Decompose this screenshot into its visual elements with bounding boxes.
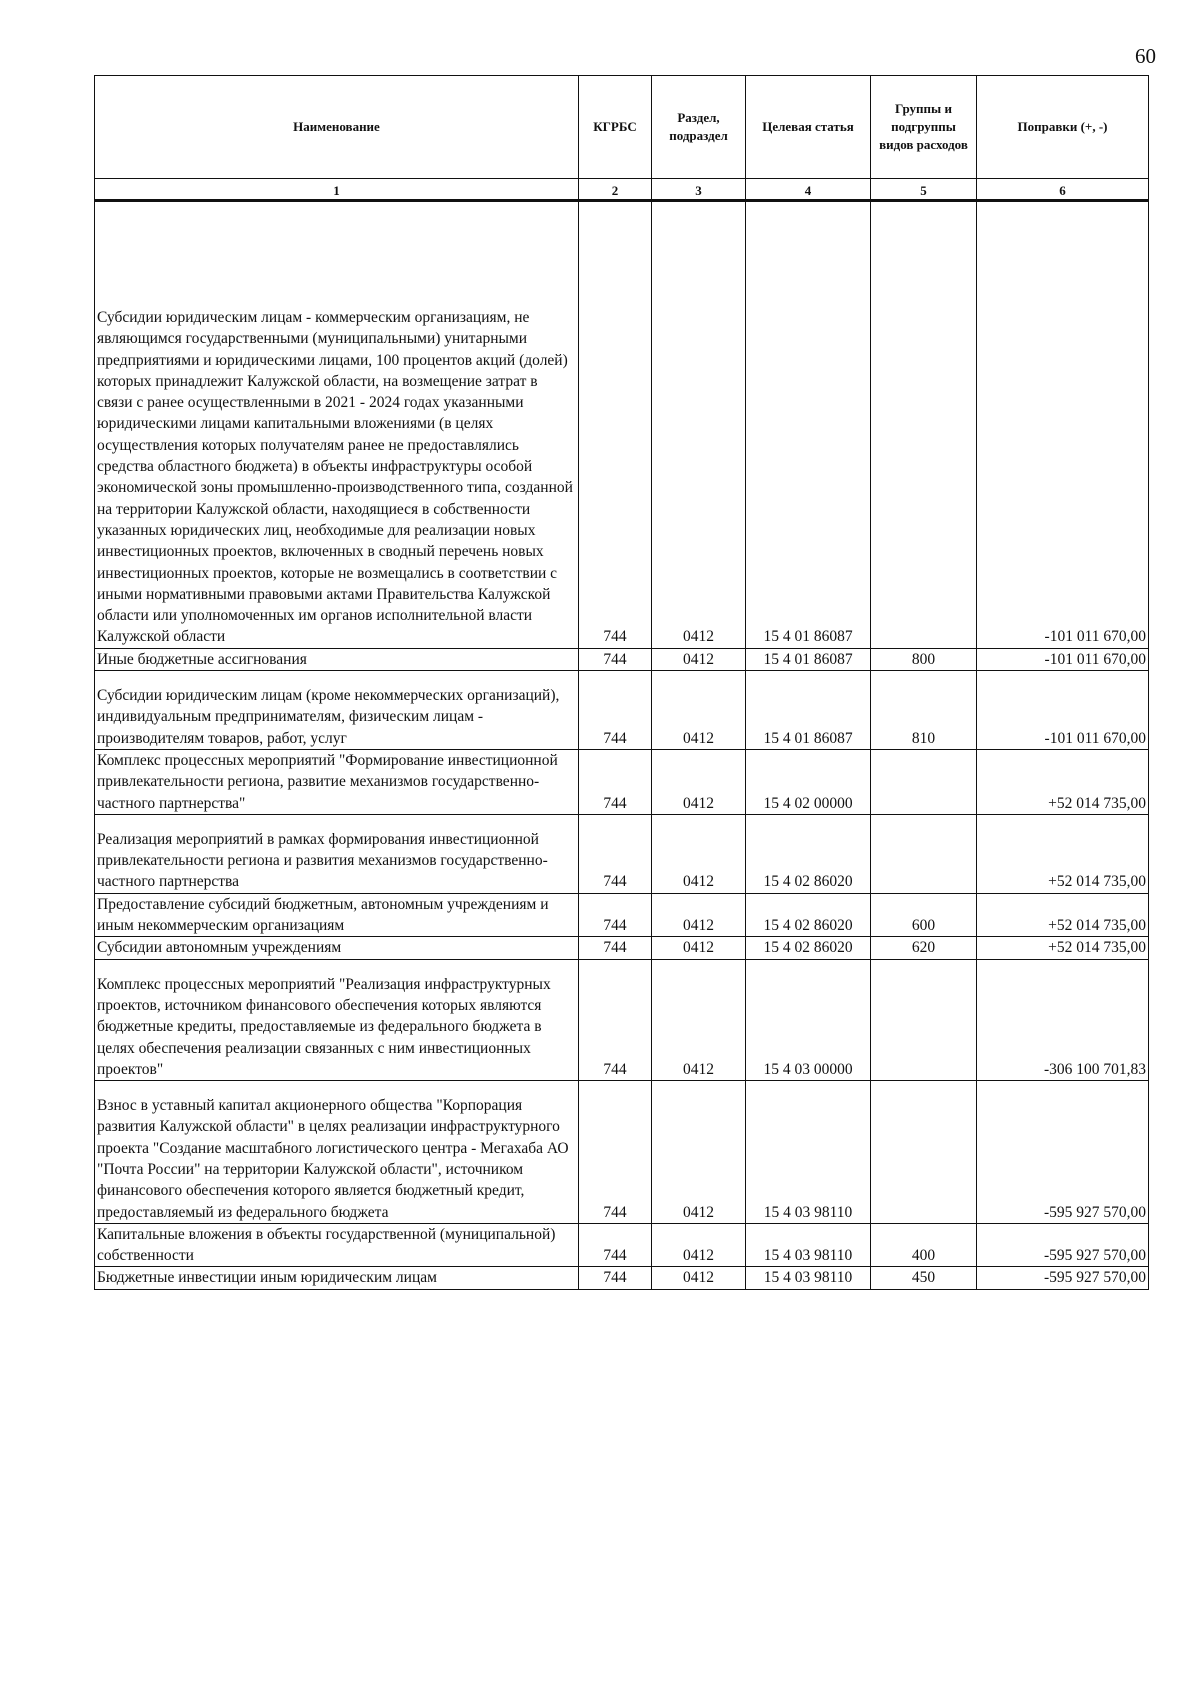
table-row [95,201,1149,649]
row-razdel: 0412 [652,1081,746,1224]
row-name: Капитальные вложения в объекты государственной (муниципальной) собственности [95,1223,579,1267]
row-target: 15 4 01 86087 [746,201,871,649]
header-amendments: Поправки (+, -) [977,76,1149,179]
row-target: 15 4 01 86087 [746,648,871,670]
row-name: Взнос в уставный капитал акционерного общества "Корпорация развития Калужской области" в целях реализации инфраструктурного проекта "Создание масштабного логистического центра - Мегахаба АО "Почта России" на территории Калужской области", источником финансового обеспечения которого является бюджетный кредит, предоставляемый из федерального бюджета [95,1081,579,1224]
row-group: 450 [871,1267,977,1289]
row-razdel: 0412 [652,1267,746,1289]
table-row [95,1267,1149,1289]
row-kgrbs: 744 [579,671,652,750]
row-amount: -101 011 670,00 [977,671,1149,750]
row-amount: -595 927 570,00 [977,1081,1149,1224]
row-amount: +52 014 735,00 [977,937,1149,959]
column-number: 4 [746,179,871,201]
row-group [871,1081,977,1224]
row-amount: +52 014 735,00 [977,749,1149,814]
table-row [95,671,1149,750]
row-razdel: 0412 [652,1223,746,1267]
column-number: 2 [579,179,652,201]
row-target: 15 4 02 86020 [746,937,871,959]
column-number-row [95,179,1149,201]
row-name: Бюджетные инвестиции иным юридическим лицам [95,1267,579,1289]
row-amount: +52 014 735,00 [977,893,1149,937]
row-name: Иные бюджетные ассигнования [95,648,579,670]
row-target: 15 4 03 98110 [746,1267,871,1289]
row-target: 15 4 02 00000 [746,749,871,814]
row-kgrbs: 744 [579,201,652,649]
row-amount: -306 100 701,83 [977,959,1149,1080]
row-razdel: 0412 [652,893,746,937]
row-razdel: 0412 [652,959,746,1080]
row-kgrbs: 744 [579,959,652,1080]
row-kgrbs: 744 [579,648,652,670]
table-row [95,937,1149,959]
row-group: 810 [871,671,977,750]
column-number: 3 [652,179,746,201]
row-kgrbs: 744 [579,1267,652,1289]
row-amount: -595 927 570,00 [977,1223,1149,1267]
table-row [95,814,1149,893]
table-row [95,648,1149,670]
page-number: 60 [1135,44,1156,68]
row-amount: -101 011 670,00 [977,648,1149,670]
row-name: Субсидии автономным учреждениям [95,937,579,959]
row-kgrbs: 744 [579,893,652,937]
header-razdel: Раздел, подраздел [652,76,746,179]
row-target: 15 4 03 00000 [746,959,871,1080]
table-row [95,1081,1149,1224]
row-group: 600 [871,893,977,937]
row-name: Комплекс процессных мероприятий "Реализация инфраструктурных проектов, источником финансового обеспечения которых являются бюджетные кредиты, предоставляемые из федерального бюджета в целях обеспечения реализации связанных с ним инвестиционных проектов" [95,959,579,1080]
row-razdel: 0412 [652,671,746,750]
header-target-article: Целевая статья [746,76,871,179]
header-expense-groups: Группы и подгруппы видов расходов [871,76,977,179]
row-kgrbs: 744 [579,937,652,959]
row-group: 400 [871,1223,977,1267]
row-razdel: 0412 [652,648,746,670]
row-razdel: 0412 [652,814,746,893]
row-razdel: 0412 [652,749,746,814]
row-target: 15 4 02 86020 [746,893,871,937]
header-name: Наименование [95,76,579,179]
row-target: 15 4 03 98110 [746,1081,871,1224]
row-amount: -595 927 570,00 [977,1267,1149,1289]
row-name: Предоставление субсидий бюджетным, автономным учреждениям и иным некоммерческим организациям [95,893,579,937]
row-group [871,201,977,649]
row-name: Субсидии юридическим лицам - коммерческим организациям, не являющимся государственными (муниципальными) унитарными предприятиями и юридическими лицами, 100 процентов акций (долей) которых принадлежит Калужской области, на возмещение затрат в связи с ранее осуществленными в 2021 - 2024 годах указанными юридическими лицами капитальными вложениями (в целях осуществления которых получателям ранее не предоставлялись средства областного бюджета) в объекты инфраструктуры особой экономической зоны промышленно-производственного типа, созданной на территории Калужской области, находящиеся в собственности указанных юридических лиц, необходимые для реализации новых инвестиционных проектов, включенных в сводный перечень новых инвестиционных проектов, которые не возмещались в соответствии с иными нормативными правовыми актами Правительства Калужской области или уполномоченных им органов исполнительной власти Калужской области [95,201,579,649]
row-kgrbs: 744 [579,1081,652,1224]
row-target: 15 4 01 86087 [746,671,871,750]
row-name: Реализация мероприятий в рамках формирования инвестиционной привлекательности региона и развития механизмов государственно-частного партнерства [95,814,579,893]
row-razdel: 0412 [652,201,746,649]
row-group: 620 [871,937,977,959]
row-name: Комплекс процессных мероприятий "Формирование инвестиционной привлекательности региона, развитие механизмов государственно-частного партнерства" [95,749,579,814]
row-kgrbs: 744 [579,1223,652,1267]
table-row [95,749,1149,814]
header-kgrbs: КГРБС [579,76,652,179]
column-number: 1 [95,179,579,201]
row-target: 15 4 03 98110 [746,1223,871,1267]
table-row [95,1223,1149,1267]
row-amount: +52 014 735,00 [977,814,1149,893]
row-group [871,814,977,893]
row-amount: -101 011 670,00 [977,201,1149,649]
column-number: 5 [871,179,977,201]
row-kgrbs: 744 [579,814,652,893]
row-group [871,959,977,1080]
row-group [871,749,977,814]
budget-table [94,75,1149,1290]
row-kgrbs: 744 [579,749,652,814]
table-row [95,893,1149,937]
column-number: 6 [977,179,1149,201]
row-target: 15 4 02 86020 [746,814,871,893]
table-header-row [95,76,1149,179]
table-row [95,959,1149,1080]
row-name: Субсидии юридическим лицам (кроме некоммерческих организаций), индивидуальным предпринимателям, физическим лицам - производителям товаров, работ, услуг [95,671,579,750]
row-razdel: 0412 [652,937,746,959]
row-group: 800 [871,648,977,670]
